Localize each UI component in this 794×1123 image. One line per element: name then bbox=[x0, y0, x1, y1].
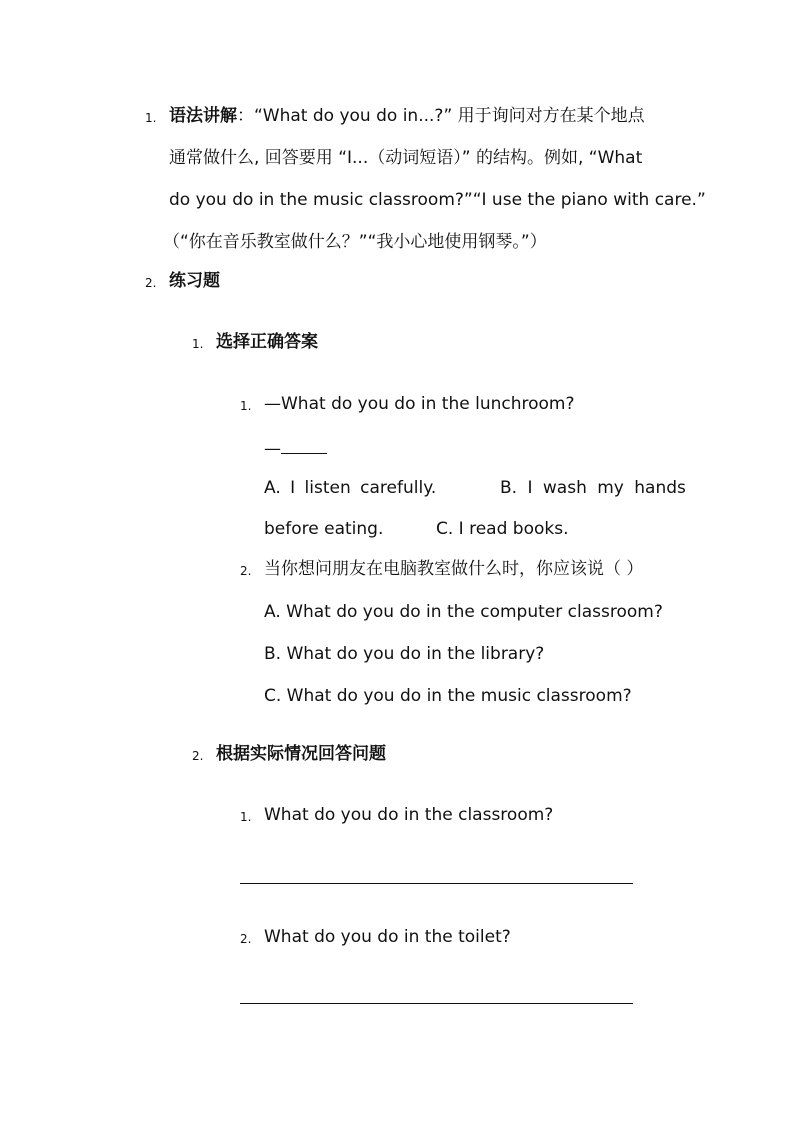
grammar-text-1: “What do you do in...?” 用于询问对方在某个地点 bbox=[254, 106, 645, 126]
section-2-number: 2. bbox=[145, 276, 157, 290]
mc-question-2-number: 2. bbox=[240, 564, 252, 578]
mc-question-2-option-a: A. What do you do in the computer classroom? bbox=[264, 602, 663, 622]
grammar-line-4: （“你在音乐教室做什么？”“我小心地使用钢琴。”） bbox=[163, 232, 547, 252]
mc-question-1-answer bbox=[264, 437, 327, 460]
option-b: B. I wash my hands bbox=[500, 478, 686, 498]
answer-line-2[interactable] bbox=[240, 1003, 633, 1004]
answer-line-1[interactable] bbox=[240, 883, 633, 884]
mc-question-2-option-b: B. What do you do in the library? bbox=[264, 644, 545, 664]
open-question-1-number: 1. bbox=[240, 810, 252, 824]
answer-dash: — bbox=[264, 439, 281, 459]
open-question-2-text: What do you do in the toilet? bbox=[264, 927, 511, 947]
part-1-number: 1. bbox=[192, 337, 204, 351]
grammar-line-3: do you do in the music classroom?”“I use the piano with care.” bbox=[169, 190, 706, 210]
section-1-number: 1. bbox=[145, 111, 157, 125]
grammar-title: 语法讲解 bbox=[169, 106, 237, 126]
grammar-line-2: 通常做什么, 回答要用 “I...（动词短语）” 的结构。例如, “What bbox=[169, 148, 643, 168]
mc-question-1-options-row-2 bbox=[264, 518, 568, 540]
grammar-title-colon: ： bbox=[237, 106, 254, 126]
part-2-number: 2. bbox=[192, 749, 204, 763]
mc-question-2-option-c: C. What do you do in the music classroom? bbox=[264, 686, 632, 706]
mc-question-1-text: —What do you do in the lunchroom? bbox=[264, 394, 575, 414]
option-a: A. I listen carefully. bbox=[264, 478, 437, 498]
open-question-1-text: What do you do in the classroom? bbox=[264, 805, 554, 825]
mc-question-1-options-row bbox=[264, 477, 686, 499]
option-b-continuation: before eating. bbox=[264, 519, 384, 539]
grammar-line-1 bbox=[169, 105, 645, 127]
part-2-title: 根据实际情况回答问题 bbox=[216, 744, 386, 764]
exercises-title: 练习题 bbox=[169, 271, 220, 291]
option-c: C. I read books. bbox=[436, 519, 569, 539]
part-1-title: 选择正确答案 bbox=[216, 332, 318, 352]
mc-question-2-text: 当你想问朋友在电脑教室做什么时，你应该说（ ） bbox=[264, 559, 644, 579]
open-question-2-number: 2. bbox=[240, 932, 252, 946]
answer-blank[interactable] bbox=[281, 437, 327, 454]
mc-question-1-number: 1. bbox=[240, 399, 252, 413]
